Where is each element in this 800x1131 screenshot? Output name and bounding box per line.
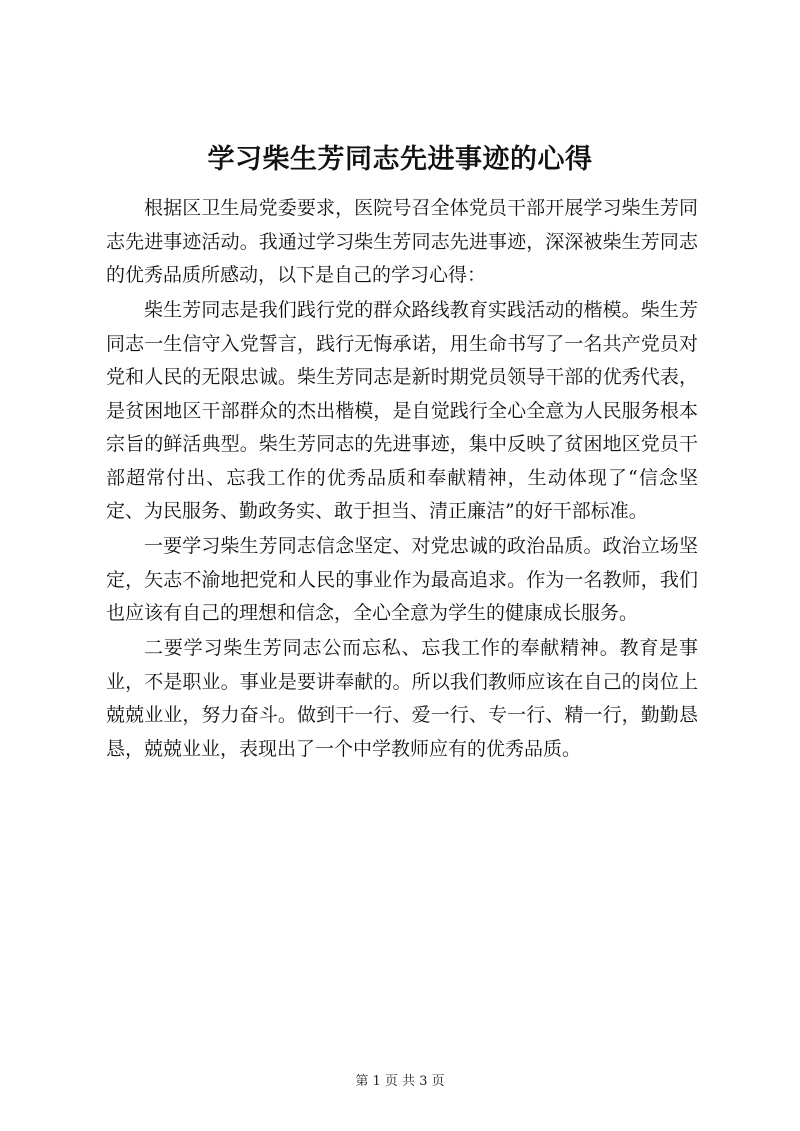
document-body: [106, 192, 698, 768]
paragraph-role-model: 柴生芳同志是我们践行党的群众路线教育实践活动的楷模。柴生芳同志一生信守入党誓言，践行无悔承诺，用生命书写了一名共产党员对党和人民的无限忠诚。柴生芳同志是新时期党员领导干部的优秀代表，是贫困地区干部群众的杰出楷模，是自觉践行全心全意为人民服务根本宗旨的鲜活典型。柴生芳同志的先进事迹，集中反映了贫困地区党员干部超常付出、忘我工作的优秀品质和奉献精神，生动体现了“信念坚定、为民服务、勤政务实、敢于担当、清正廉洁”的好干部标准。: [106, 299, 698, 522]
page-footer: 第 1 页 共 3 页: [355, 1074, 445, 1089]
document-title: 学习柴生芳同志先进事迹的心得: [207, 144, 593, 175]
paragraph-intro: 根据区卫生局党委要求，医院号召全体党员干部开展学习柴生芳同志先进事迹活动。我通过学习柴生芳同志先进事迹，深深被柴生芳同志的优秀品质所感动，以下是自己的学习心得：: [106, 197, 698, 286]
paragraph-point-two: 二要学习柴生芳同志公而忘私、忘我工作的奉献精神。教育是事业，不是职业。事业是要讲奉献的。所以我们教师应该在自己的岗位上兢兢业业，努力奋斗。做到干一行、爱一行、专一行、精一行，勤勤恳恳，兢兢业业，表现出了一个中学教师应有的优秀品质。: [106, 637, 698, 760]
paragraph-point-one: 一要学习柴生芳同志信念坚定、对党忠诚的政治品质。政治立场坚定，矢志不渝地把党和人民的事业作为最高追求。作为一名教师，我们也应该有自己的理想和信念，全心全意为学生的健康成长服务。: [106, 535, 698, 624]
